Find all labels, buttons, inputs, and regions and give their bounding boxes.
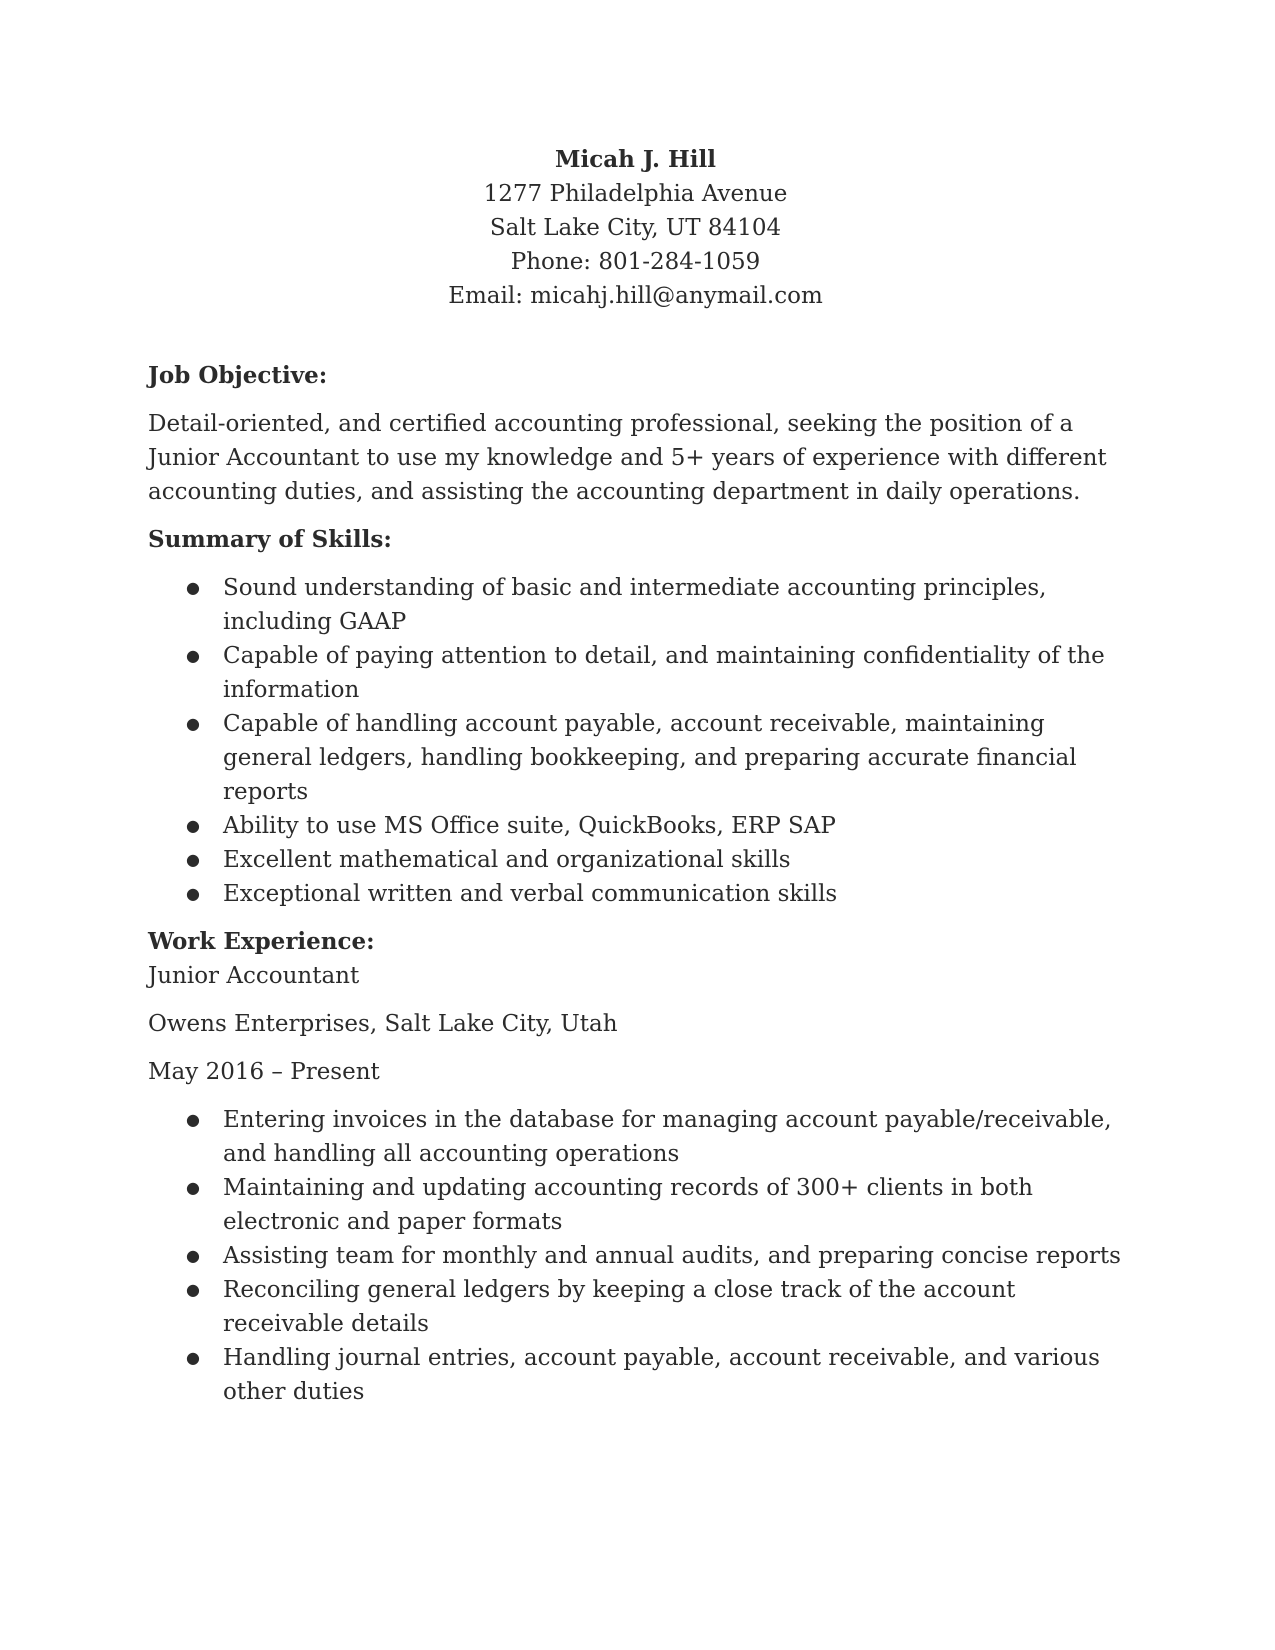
bullet-icon: ● (186, 816, 200, 835)
list-item (148, 707, 1123, 809)
list-item (148, 1103, 1123, 1171)
list-item (148, 809, 1123, 843)
bullet-icon: ● (186, 578, 200, 597)
duty-text: Entering invoices in the database for managing account payable/receivable, and handling all accounting operations (223, 1107, 1112, 1167)
bullet-icon: ● (186, 884, 200, 903)
list-item (148, 1171, 1123, 1239)
objective-heading: Job Objective: (148, 362, 328, 389)
objective-text: Detail-oriented, and certified accounting professional, seeking the position of a Junior Accountant to use my knowledge and 5+ years of experience with different accounting duties, and assisting the accounting department in daily operations. (148, 411, 1107, 505)
employment-dates: May 2016 – Present (148, 1059, 380, 1085)
list-item (148, 571, 1123, 639)
list-item (148, 1239, 1123, 1273)
email-line: Email: micahj.hill@anymail.com (448, 283, 823, 309)
duty-text: Maintaining and updating accounting records of 300+ clients in both electronic and paper formats (223, 1175, 1033, 1235)
bullet-icon: ● (186, 1110, 200, 1129)
duty-text: Assisting team for monthly and annual audits, and preparing concise reports (223, 1243, 1121, 1269)
skill-text: Capable of paying attention to detail, and maintaining confidentiality of the information (223, 643, 1105, 703)
duty-text: Handling journal entries, account payable, account receivable, and various other duties (223, 1345, 1100, 1405)
skills-list (148, 571, 1123, 911)
address-line: 1277 Philadelphia Avenue (483, 181, 788, 207)
experience-section (148, 925, 1123, 1409)
job-title: Junior Accountant (148, 963, 360, 989)
skill-text: Ability to use MS Office suite, QuickBooks, ERP SAP (223, 813, 836, 839)
bullet-icon: ● (186, 1280, 200, 1299)
list-item (148, 1273, 1123, 1341)
skill-text: Sound understanding of basic and intermediate accounting principles, including GAAP (223, 575, 1047, 635)
duty-text: Reconciling general ledgers by keeping a close track of the account receivable details (223, 1277, 1016, 1337)
phone-line: Phone: 801-284-1059 (510, 249, 761, 275)
applicant-name: Micah J. Hill (555, 146, 716, 173)
list-item (148, 877, 1123, 911)
skill-text: Capable of handling account payable, account receivable, maintaining general ledgers, handling bookkeeping, and preparing accurate financial reports (223, 711, 1077, 805)
city-line: Salt Lake City, UT 84104 (489, 215, 782, 241)
list-item (148, 843, 1123, 877)
company-line: Owens Enterprises, Salt Lake City, Utah (148, 1011, 618, 1037)
bullet-icon: ● (186, 1178, 200, 1197)
bullet-icon: ● (186, 1348, 200, 1367)
resume-content (148, 143, 1123, 1409)
list-item (148, 1341, 1123, 1409)
skill-text: Exceptional written and verbal communication skills (223, 881, 838, 907)
skills-heading: Summary of Skills: (148, 526, 392, 553)
skills-section (148, 523, 1123, 911)
skill-text: Excellent mathematical and organizational skills (223, 847, 791, 873)
bullet-icon: ● (186, 1246, 200, 1265)
list-item (148, 639, 1123, 707)
bullet-icon: ● (186, 714, 200, 733)
contact-header (148, 143, 1123, 313)
experience-heading: Work Experience: (148, 928, 375, 955)
duties-list (148, 1103, 1123, 1409)
bullet-icon: ● (186, 850, 200, 869)
bullet-icon: ● (186, 646, 200, 665)
objective-section (148, 359, 1123, 509)
